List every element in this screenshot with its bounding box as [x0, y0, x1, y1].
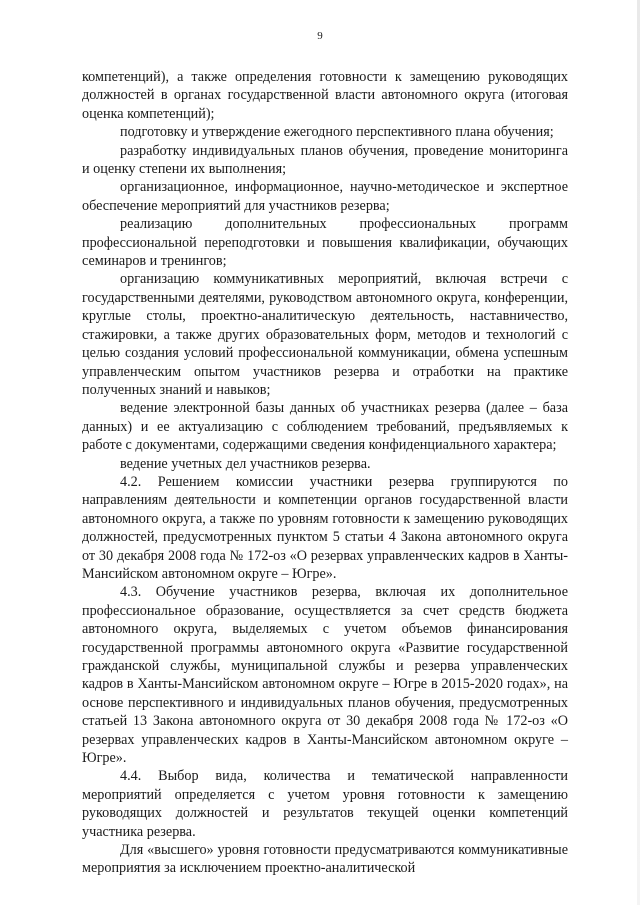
- page-number: 9: [317, 30, 323, 42]
- paragraph-2: подготовку и утверждение ежегодного перспективного плана обучения;: [120, 124, 554, 141]
- document-body: [82, 68, 568, 878]
- paragraph-7: ведение электронной базы данных об участниках резерва (далее – база данных) и ее актуализацию с соблюдением требований, предъявляемых к работе с документами, содержащими сведения конфиденциального характера;: [82, 400, 568, 454]
- paragraph-6: организацию коммуникативных мероприятий, включая встречи с государственными деятелями, руководством автономного округа, конференции, круглые столы, проектно-аналитическую деятельность, наставничество, стажировки, а также других образовательных форм, методов и технологий с целью создания условий профессиональной коммуникации, обмена успешным управленческим опытом участников резерва и отработки на практике полученных знаний и навыков;: [82, 271, 568, 398]
- paragraph-4-4: 4.4. Выбор вида, количества и тематической направленности мероприятий определяется с учетом уровня готовности к замещению руководящих должностей и результатов текущей оценки компетенций участника резерва.: [82, 768, 568, 840]
- paragraph-3: разработку индивидуальных планов обучения, проведение мониторинга и оценку степени их выполнения;: [82, 142, 568, 178]
- paragraph-5: реализацию дополнительных профессиональных программ профессиональной переподготовки и повышения квалификации, обучающих семинаров и тренингов;: [82, 216, 568, 270]
- paragraph-8: ведение учетных дел участников резерва.: [120, 455, 371, 472]
- paragraph-4-3: 4.3. Обучение участников резерва, включая их дополнительное профессиональное образование, осуществляется за счет средств бюджета автономного округа, выделяемых с учетом объемов финансирования государственной программы автономного округа «Развитие государственной гражданской службы, муниципальной службы и резерва управленческих кадров в Ханты-Мансийском автономном округе – Югре в 2015-2020 годах», на основе перспективного и индивидуальных планов обучения, предусмотренных статьей 13 Закона автономного округа от 30 декабря 2008 года № 172-оз «О резервах управленческих кадров в Ханты-Мансийском автономном округе – Югре».: [82, 584, 568, 767]
- paragraph-1: компетенций), а также определения готовности к замещению руководящих должностей в органах государственной власти автономного округа (итоговая оценка компетенций);: [82, 69, 568, 122]
- paragraph-highest-level: Для «высшего» уровня готовности предусматриваются коммуникативные мероприятия за исключением проектно-аналитической: [82, 842, 568, 877]
- paragraph-4-2: 4.2. Решением комиссии участники резерва группируются по направлениям деятельности и компетенции органов государственной власти автономного округа, а также по уровням готовности к замещению руководящих должностей, предусмотренных пунктом 5 статьи 4 Закона автономного округа от 30 декабря 2008 года № 172-оз «О резервах управленческих кадров в Ханты-Мансийском автономном округе – Югре».: [82, 473, 568, 582]
- paragraph-4: организационное, информационное, научно-методическое и экспертное обеспечение мероприятий для участников резерва;: [82, 179, 568, 214]
